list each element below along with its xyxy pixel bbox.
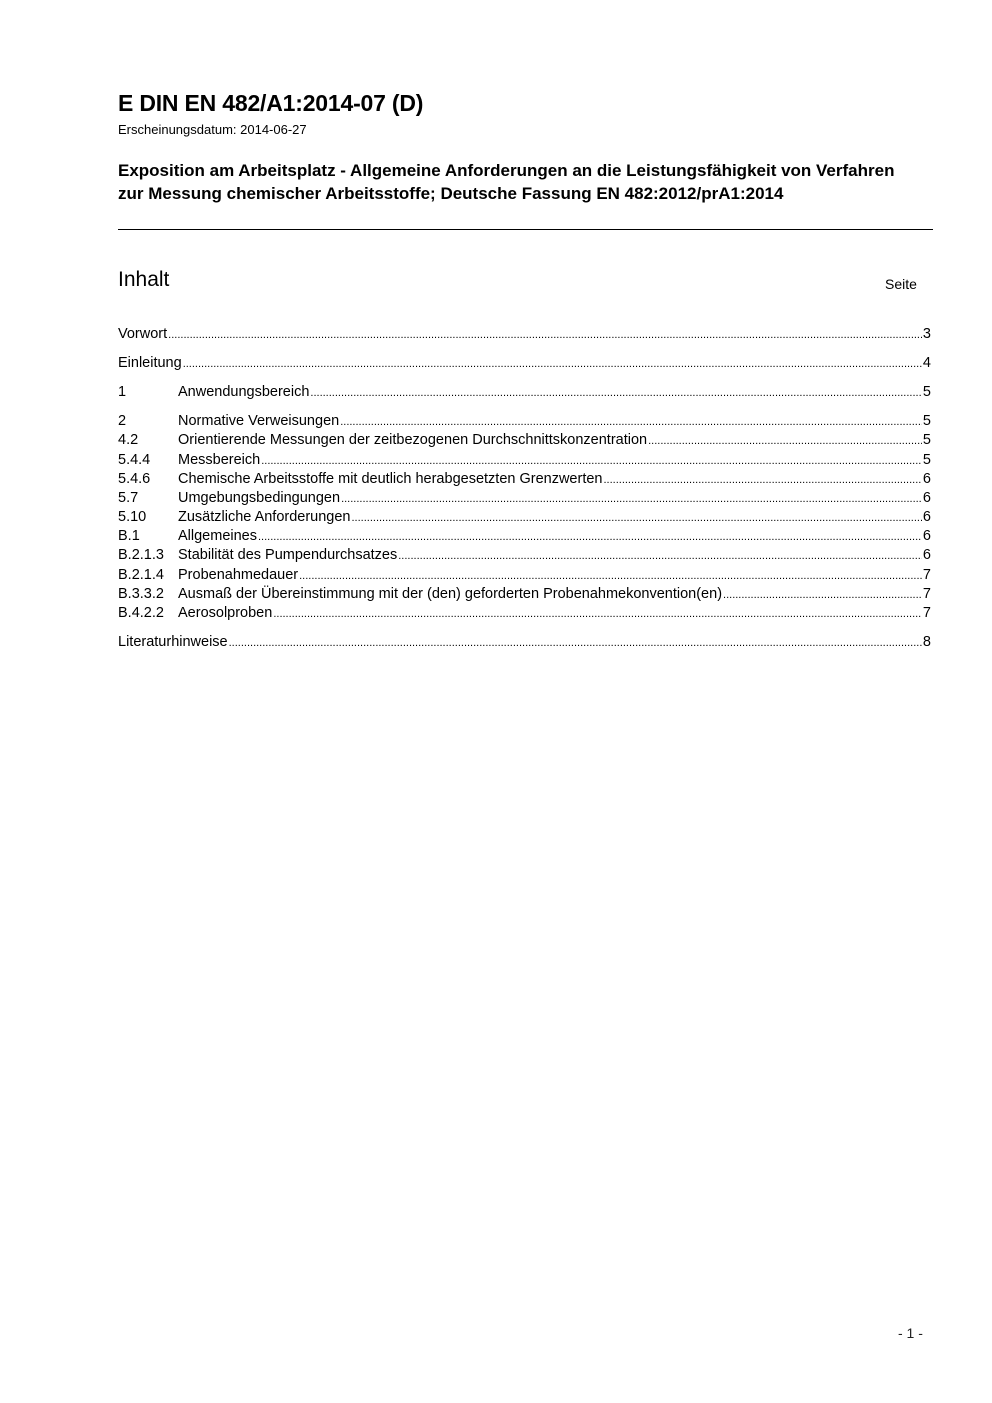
toc-entry-number: 5.10	[118, 509, 147, 525]
toc-entry-title: Anwendungsbereich	[178, 384, 310, 400]
toc-leader-dots	[258, 527, 922, 546]
toc-entry-5-7[interactable]	[118, 489, 931, 508]
page-number: - 1 -	[898, 1325, 923, 1341]
toc-entry-number: B.3.3.2	[118, 586, 164, 602]
toc-entry-page: 6	[922, 509, 931, 525]
toc-leader-dots	[340, 412, 922, 431]
toc-entry-number: B.4.2.2	[118, 605, 164, 621]
toc-leader-dots	[341, 489, 922, 508]
toc-leader-dots	[229, 633, 922, 652]
toc-entry-number: 1	[118, 384, 127, 400]
toc-heading: Inhalt	[118, 268, 170, 291]
toc-entry-title: Probenahmedauer	[178, 567, 299, 583]
toc-entry-page: 5	[922, 384, 931, 400]
toc-leader-dots	[273, 604, 922, 623]
toc-entry-title: Zusätzliche Anforderungen	[178, 509, 351, 525]
toc-entry-b-1[interactable]	[118, 527, 931, 546]
toc-entry-title: Umgebungsbedingungen	[178, 490, 341, 506]
toc-entry-page: 8	[922, 634, 931, 650]
toc-entry-5-4-6[interactable]	[118, 470, 931, 489]
toc-entry-number: 5.7	[118, 490, 139, 506]
toc-entry-4-2[interactable]	[118, 431, 931, 450]
toc-entry-einleitung[interactable]	[118, 354, 931, 373]
toc-entry-page: 4	[922, 355, 931, 371]
toc-entry-number: B.2.1.4	[118, 567, 164, 583]
toc-entry-number: B.2.1.3	[118, 547, 164, 563]
toc-entry-page: 5	[922, 432, 931, 448]
toc-entry-5-10[interactable]	[118, 508, 931, 527]
toc-leader-dots	[398, 546, 922, 565]
toc-entry-title: Aerosolproben	[178, 605, 273, 621]
toc-entry-number: B.1	[118, 528, 140, 544]
toc-entry-b-2-1-4[interactable]	[118, 566, 931, 585]
toc-entry-1[interactable]	[118, 383, 931, 402]
toc-entry-number: 2	[118, 413, 127, 429]
publication-date: Erscheinungsdatum: 2014-06-27	[118, 122, 307, 137]
toc-entry-page: 6	[922, 528, 931, 544]
toc-entry-b-3-3-2[interactable]	[118, 585, 931, 604]
toc-entry-page: 6	[922, 471, 931, 487]
toc-entry-2[interactable]	[118, 412, 931, 431]
toc-entry-5-4-4[interactable]	[118, 451, 931, 470]
toc-leader-dots	[648, 431, 922, 450]
toc-entry-title: Ausmaß der Übereinstimmung mit der (den) geforderten Probenahmekonvention(en)	[178, 586, 723, 602]
toc-entry-title: Allgemeines	[178, 528, 257, 544]
toc-entry-number: 5.4.4	[118, 452, 151, 468]
title-divider	[118, 229, 933, 230]
toc-entry-b-4-2-2[interactable]	[118, 604, 931, 623]
document-title: Exposition am Arbeitsplatz - Allgemeine Anforderungen an die Leistungsfähigkeit von Verfahren zur Messung chemischer Arbeitsstoffe; Deutsche Fassung EN 482:2012/prA1:2014	[118, 161, 895, 203]
toc-entry-page: 3	[922, 326, 931, 342]
toc-entry-page: 5	[922, 413, 931, 429]
toc-entry-title: Einleitung	[118, 355, 182, 371]
toc-entry-title: Chemische Arbeitsstoffe mit deutlich herabgesetzten Grenzwerten	[178, 471, 603, 487]
document-id: E DIN EN 482/A1:2014-07 (D)	[118, 90, 424, 116]
toc-entry-page: 5	[922, 452, 931, 468]
toc-leader-dots	[723, 585, 922, 604]
toc-entry-vorwort[interactable]	[118, 325, 931, 344]
toc-leader-dots	[352, 508, 922, 527]
toc-entry-b-2-1-3[interactable]	[118, 546, 931, 565]
toc-entry-page: 7	[922, 567, 931, 583]
toc-leader-dots	[310, 383, 922, 402]
toc-entry-number: 4.2	[118, 432, 139, 448]
toc-entry-title: Vorwort	[118, 326, 168, 342]
toc-entry-number: 5.4.6	[118, 471, 151, 487]
toc-entry-title: Orientierende Messungen der zeitbezogenen Durchschnittskonzentration	[178, 432, 648, 448]
toc-entry-title: Stabilität des Pumpendurchsatzes	[178, 547, 398, 563]
toc-entry-page: 6	[922, 547, 931, 563]
toc-entry-title: Normative Verweisungen	[178, 413, 340, 429]
toc-entry-title: Literaturhinweise	[118, 634, 228, 650]
toc-page-column-label: Seite	[885, 276, 917, 292]
toc-leader-dots	[603, 470, 921, 489]
toc-leader-dots	[183, 354, 922, 373]
toc-entry-literaturhinweise[interactable]	[118, 633, 931, 652]
toc-entry-page: 7	[922, 586, 931, 602]
toc-leader-dots	[299, 566, 922, 585]
toc-entry-page: 7	[922, 605, 931, 621]
toc-leader-dots	[168, 325, 922, 344]
toc-entry-page: 6	[922, 490, 931, 506]
toc-leader-dots	[261, 451, 922, 470]
toc-entry-title: Messbereich	[178, 452, 261, 468]
